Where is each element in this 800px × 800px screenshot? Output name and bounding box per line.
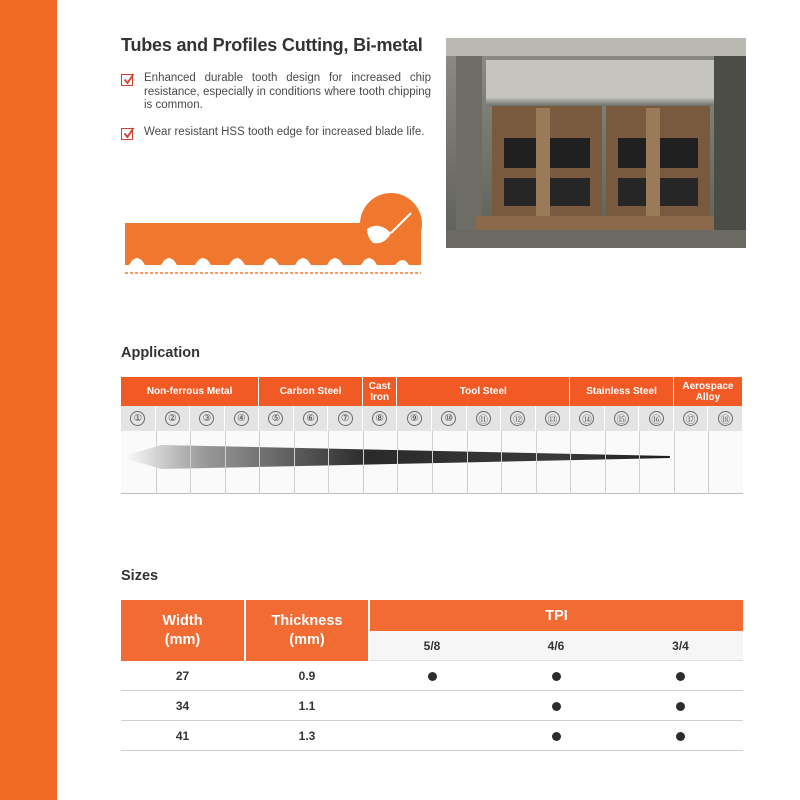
grid-line: [156, 431, 157, 494]
availability-dot-icon: [428, 672, 437, 681]
thickness-value: 0.9: [298, 669, 316, 683]
thickness-header: [246, 600, 368, 661]
sizes-table: [121, 600, 743, 751]
material-number: [639, 406, 674, 431]
material-number-label: ⑫: [510, 411, 525, 426]
thickness-value: 1.3: [298, 729, 316, 743]
material-number-label: ⑯: [649, 411, 664, 426]
grid-line: [536, 431, 537, 494]
material-category: Cast Iron: [363, 377, 398, 406]
material-number: [501, 406, 536, 431]
material-number: [363, 406, 398, 431]
tpi-cell: [370, 721, 494, 751]
material-number-label: ②: [165, 411, 180, 426]
grid-line: [674, 431, 675, 494]
material-category: Stainless Steel: [570, 377, 674, 406]
material-number: [605, 406, 640, 431]
grid-line: [363, 431, 364, 494]
tpi-cell: [494, 691, 618, 721]
grid-line: [190, 431, 191, 494]
material-number: [259, 406, 294, 431]
tpi-column-header: 5/8: [370, 631, 494, 661]
feature-list: [121, 72, 431, 152]
tpi-cell: [370, 691, 494, 721]
thickness-header-label: Thickness: [271, 612, 343, 629]
material-category: Aerospace Alloy: [674, 377, 743, 406]
grid-line: [328, 431, 329, 494]
material-number-label: ⑥: [303, 411, 318, 426]
grid-line: [225, 431, 226, 494]
width-header: [121, 600, 244, 661]
sizes-heading: Sizes: [121, 568, 159, 584]
feature-text: Enhanced durable tooth design for increased chip resistance, especially in conditions where tooth chipping is common.: [144, 72, 431, 111]
grid-line: [294, 431, 295, 494]
tpi-cell: [494, 721, 618, 751]
application-heading: Application: [121, 345, 200, 361]
page-title: Tubes and Profiles Cutting, Bi-metal: [121, 35, 423, 55]
table-row: [121, 721, 743, 751]
availability-dot-icon: [552, 702, 561, 711]
product-photo: [446, 38, 746, 248]
tpi-cell: [494, 661, 618, 691]
table-row: [121, 691, 743, 721]
material-number-label: ③: [199, 411, 214, 426]
material-number-label: ⑩: [441, 411, 456, 426]
grid-line: [708, 431, 709, 494]
material-number: [432, 406, 467, 431]
material-number: [328, 406, 363, 431]
application-table: [121, 377, 743, 494]
material-number: [294, 406, 329, 431]
tpi-cell: [618, 721, 743, 751]
grid-line: [432, 431, 433, 494]
tpi-cell: [370, 661, 494, 691]
material-category: Non-ferrous Metal: [121, 377, 259, 406]
material-number: [225, 406, 260, 431]
material-number-label: ⑮: [614, 411, 629, 426]
tpi-cell: [618, 661, 743, 691]
availability-dot-icon: [676, 732, 685, 741]
side-color-band: [0, 0, 57, 800]
tpi-column-header: 4/6: [494, 631, 618, 661]
material-number-label: ⑪: [476, 411, 491, 426]
width-value: 34: [175, 699, 190, 713]
material-number-label: ④: [234, 411, 249, 426]
grid-line: [570, 431, 571, 494]
checkmark-icon: [121, 74, 133, 86]
availability-dot-icon: [552, 732, 561, 741]
material-category: Carbon Steel: [259, 377, 363, 406]
blade-tooth-profile-illustration: [123, 193, 423, 275]
sizes-table-header: [121, 600, 743, 661]
material-number: [121, 406, 156, 431]
tpi-header: TPI: [370, 600, 743, 631]
grid-line: [605, 431, 606, 494]
material-number-label: ⑦: [338, 411, 353, 426]
material-number: [570, 406, 605, 431]
material-number: [156, 406, 191, 431]
material-number-label: ⑧: [372, 411, 387, 426]
material-number: [674, 406, 709, 431]
material-number: [708, 406, 743, 431]
grid-line: [397, 431, 398, 494]
material-number-label: ⑨: [407, 411, 422, 426]
feature-text: Wear resistant HSS tooth edge for increased blade life.: [144, 125, 425, 138]
tpi-cell: [618, 691, 743, 721]
material-number: [397, 406, 432, 431]
sizes-table-body: [121, 661, 743, 751]
tpi-column-header: 3/4: [618, 631, 743, 661]
thickness-header-unit: (mm): [289, 631, 325, 648]
material-number-label: ⑰: [683, 411, 698, 426]
material-number-label: ①: [130, 411, 145, 426]
availability-dot-icon: [676, 702, 685, 711]
width-header-label: Width: [162, 612, 203, 629]
material-number-label: ⑬: [545, 411, 560, 426]
availability-dot-icon: [552, 672, 561, 681]
material-category-row: [121, 377, 743, 406]
material-number: [190, 406, 225, 431]
grid-line: [467, 431, 468, 494]
width-value: 27: [175, 669, 190, 683]
grid-line: [501, 431, 502, 494]
material-number: [467, 406, 502, 431]
material-number-label: ⑤: [268, 411, 283, 426]
material-number-row: [121, 406, 743, 431]
material-number-label: ⑱: [718, 411, 733, 426]
material-category: Tool Steel: [397, 377, 570, 406]
availability-dot-icon: [676, 672, 685, 681]
table-row: [121, 661, 743, 691]
checkmark-icon: [121, 128, 133, 140]
material-number-label: ⑭: [579, 411, 594, 426]
width-value: 41: [175, 729, 190, 743]
grid-line: [639, 431, 640, 494]
suitability-grid: [121, 431, 743, 494]
width-header-unit: (mm): [164, 631, 201, 648]
material-number: [536, 406, 571, 431]
grid-line: [259, 431, 260, 494]
feature-item: [121, 126, 431, 140]
thickness-value: 1.1: [298, 699, 316, 713]
feature-item: [121, 72, 431, 113]
